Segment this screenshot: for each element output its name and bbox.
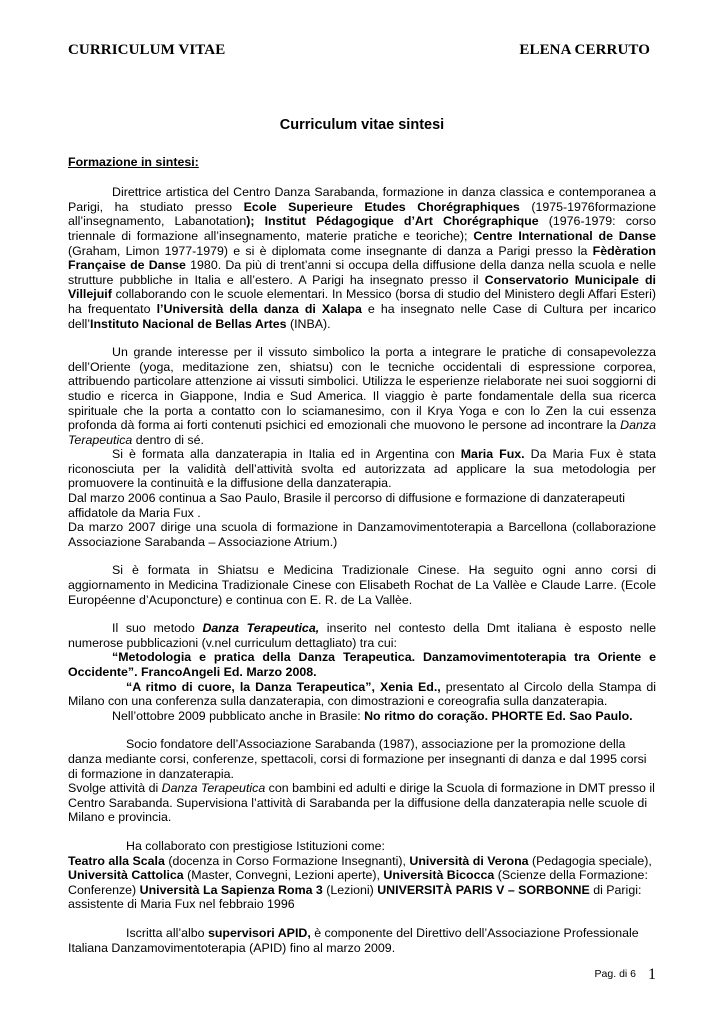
text-run: (INBA).: [286, 316, 331, 331]
text-run: (1976-1979: corso triennale di formazione all’insegnamento, materie pratiche e teoriche);: [68, 214, 657, 243]
paragraph-sao-paulo: Dal marzo 2006 continua a Sao Paulo, Brasile il percorso di diffusione e formazione di danzaterapeuti affidatole da Maria Fux .: [68, 491, 625, 520]
role-name: supervisori APID,: [207, 925, 311, 940]
text-run: 1980. Da più di trent’anni si occupa della diffusione della danza nella scuola e nelle strutture pubbliche in Italia e all’estero. A Parigi ha insegnato presso il: [68, 258, 656, 287]
text-run: Iscritta all’albo: [126, 925, 208, 940]
publication-title: No ritmo do coração. PHORTE Ed. Sao Paulo.: [364, 708, 633, 723]
person-name: Maria Fux.: [460, 447, 525, 462]
paragraph-institutions: [68, 854, 656, 912]
institution-name: Università Cattolica: [68, 868, 184, 883]
text-run: collaborando con le scuole elementari. In Messico (borsa di studio del Ministero degli Affari Esteri) ha frequentato: [68, 287, 656, 316]
institution-name: Università La Sapienza Roma 3: [139, 882, 323, 897]
text-run: di Parigi: assistente di Maria Fux nel febbraio 1996: [68, 882, 642, 912]
school-name: ); Institut Pédagogique d’Art Chorégraphique: [246, 214, 539, 229]
document-title: Curriculum vitae sintesi: [279, 117, 445, 133]
paragraph-gap: [68, 825, 656, 839]
publication-title: “A ritmo di cuore, la Danza Terapeutica”, Xenia Ed.,: [126, 679, 441, 694]
paragraph-gap: [68, 331, 656, 345]
text-run: (Master, Convegni, Lezioni aperte),: [183, 868, 384, 883]
header-right: ELENA CERRUTO: [519, 42, 650, 58]
method-name: Danza Terapeutica: [161, 781, 266, 796]
paragraph-gap: [68, 723, 656, 737]
institution-name: Università di Verona: [409, 853, 529, 868]
text-run: con bambini ed adulti e dirige la Scuola di formazione in DMT presso il Centro Sarabanda. Supervisiona l’attività di Sarabanda per la diffusione della danzaterapia nelle scuole di Milano e provincia.: [68, 781, 655, 825]
page-footer: [595, 966, 656, 984]
publication-2: [68, 680, 656, 709]
paragraph-training: [68, 185, 656, 331]
text-run: (1975-1976formazione all’insegnamento, Labanotation: [68, 199, 656, 229]
text-run: Il suo metodo: [112, 621, 203, 636]
paragraph-sarabanda: Socio fondatore dell’Associazione Sarabanda (1987), associazione per la promozione della danza mediante corsi, conferenze, spettacoli, corsi di formazione per insegnanti di danza e dal 1995 corsi di formazione in danzaterapia.: [68, 737, 647, 781]
header-left: CURRICULUM VITAE: [68, 42, 226, 58]
paragraph-apid: [68, 926, 656, 955]
school-name: Conservatorio Municipale di Villejuif: [68, 272, 656, 302]
section-title: Formazione in sintesi:: [68, 154, 199, 169]
paragraph-activity: [68, 781, 656, 825]
paragraph-method: [68, 621, 656, 650]
page-label: Pag. di 6: [594, 968, 636, 980]
school-name: l’Università della danza di Xalapa: [156, 301, 362, 316]
paragraph-collaborations-intro: Ha collaborato con prestigiose Istituzioni come:: [126, 838, 385, 853]
paragraph-gap: [68, 912, 656, 926]
text-run: Nell’ottobre 2009 pubblicato anche in Brasile:: [112, 708, 365, 723]
method-name: Danza Terapeutica,: [202, 621, 320, 636]
paragraph-gap: [68, 607, 656, 621]
document-body: [68, 115, 656, 955]
institution-name: Teatro alla Scala: [68, 853, 165, 868]
text-run: (Lezioni): [322, 882, 378, 897]
text-run: è componente del Direttivo dell’Associazione Professionale Italiana Danzamovimentoterapia (APID) fino al marzo 2009.: [68, 925, 639, 955]
text-run: (docenza in Corso Formazione Insegnanti),: [164, 853, 410, 868]
text-run: Si è formata alla danzaterapia in Italia ed in Argentina con: [112, 447, 461, 462]
paragraph-shiatsu: Si è formata in Shiatsu e Medicina Tradizionale Cinese. Ha seguito ogni anno corsi di aggiornamento in Medicina Tradizionale Cinese con Elisabeth Rochat de La Vallèe e Claude Larre. (Ecole Européenne d’Acuponcture) e continua con E. R. de La Vallèe.: [68, 563, 656, 607]
paragraph-gap: [68, 549, 656, 563]
school-name: Instituto Nacional de Bellas Artes: [90, 316, 287, 331]
text-run: Un grande interesse per il vissuto simbolico la porta a integrare le pratiche di consapevolezza dell’Oriente (yoga, meditazione zen, shiatsu) con le tecniche occidentali di espressione corporea, attribuendo particolare attenzione ai vissuti simbolici. Utilizza le esperienze rielaborate nei suoi soggiorni di studio e ricerca in Giappone, India e Sud America. Il viaggio è parte fondamentale della sua ricerca spirituale che la porta a contatto con lo sciamanesimo, con il Krya Yoga e con lo Zen la cui essenza profonda dà forma ai forti contenuti psichici ed emozionali che muovono le persone ad incontrare la: [68, 345, 656, 433]
text-run: Da Maria Fux è stata riconosciuta per la validità dell’attività svolta ed autorizzata ad applicare la sua metodologia per promuovere la continuità e la diffusione della danzaterapia.: [68, 447, 656, 491]
text-run: inserito nel contesto della Dmt italiana è esposto nelle numerose pubblicazioni (v.nel curriculum dettagliato) tra cui:: [68, 621, 656, 650]
school-name: Fèdèration Française de Danse: [68, 243, 656, 273]
school-name: Centre International de Danse: [473, 228, 656, 243]
institution-name: Università Bicocca: [383, 868, 495, 883]
text-run: Direttrice artistica del Centro Danza Sarabanda, formazione in danza classica e contemporanea a Parigi, ha studiato presso: [68, 185, 656, 214]
publication-1: “Metodologia e pratica della Danza Terapeutica. Danzamovimentoterapia tra Oriente e Occidente”. FrancoAngeli Ed. Marzo 2008.: [68, 650, 656, 679]
publication-3: [68, 709, 656, 724]
text-run: (Scienze della Formazione: Conferenze): [68, 868, 648, 897]
method-name: Danza Terapeutica: [68, 418, 656, 447]
institution-name: UNIVERSITÀ PARIS V – SORBONNE: [377, 882, 590, 897]
text-run: presentato al Circolo della Stampa di Milano con una conferenza sulla danzaterapia, con dimostrazioni e coreografia sulla danzaterapia.: [68, 679, 656, 709]
paragraph-symbolic: [68, 345, 656, 447]
page-number: 1: [648, 966, 656, 983]
school-name: Ecole Superieure Etudes Chorégraphiques: [243, 199, 520, 214]
text-run: dentro di sé.: [132, 432, 204, 447]
paragraph-barcelona: Da marzo 2007 dirige una scuola di formazione in Danzamovimentoterapia a Barcellona (collaborazione Associazione Sarabanda – Associazione Atrium.): [68, 520, 656, 549]
text-run: Svolge attività di: [68, 781, 162, 796]
text-run: (Pedagogia speciale),: [528, 853, 652, 868]
paragraph-maria-fux: [68, 447, 656, 491]
text-run: e ha insegnato nelle Case di Cultura per incarico dell’: [68, 301, 656, 331]
text-run: (Graham, Limon 1977-1979) e si è diplomata come insegnante di danza a Parigi presso la: [68, 243, 593, 258]
